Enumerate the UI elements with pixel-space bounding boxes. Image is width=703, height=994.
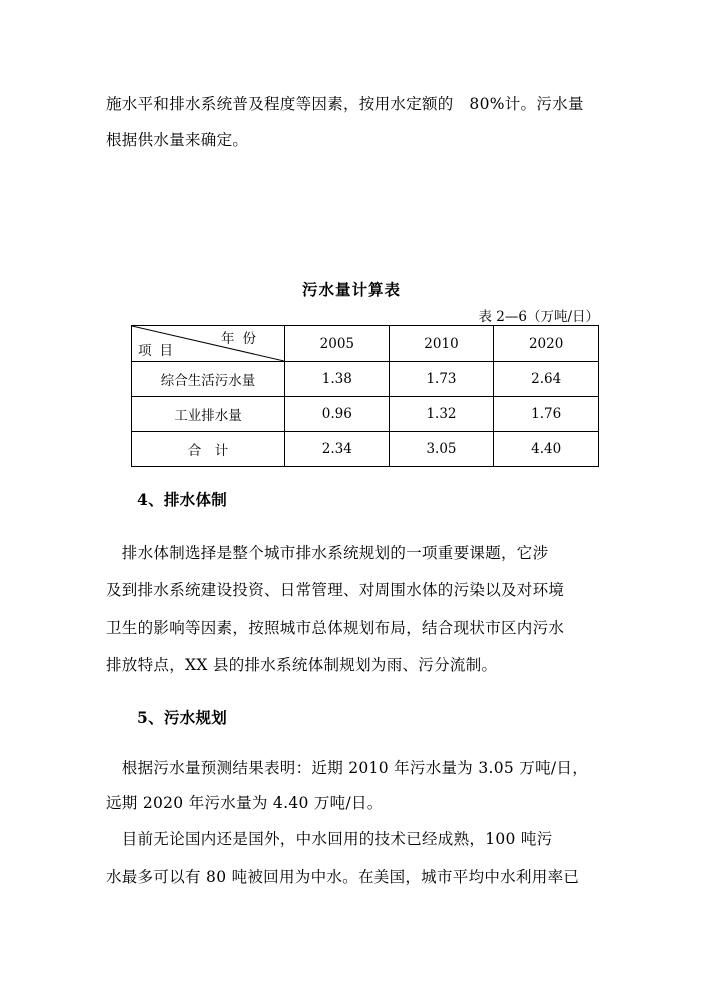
year-header: 2020 (494, 326, 599, 362)
text-line: 远期 2020 年污水量为 4.40 万吨/日。 (106, 794, 383, 812)
table-cell: 1.73 (389, 362, 494, 397)
row-label: 综合生活污水量 (132, 362, 285, 397)
table-number: 表 2—6（万吨/日） (478, 309, 599, 325)
text-line: 施水平和排水系统普及程度等因素，按用水定额的 80%计。污水量 (106, 95, 584, 113)
table-cell: 1.76 (494, 397, 599, 432)
corner-label-year: 年份 (221, 331, 264, 347)
text-line: 卫生的影响等因素，按照城市总体规划布局，结合现状市区内污水 (106, 619, 565, 637)
table-cell: 1.38 (285, 362, 390, 397)
text-line: 目前无论国内还是国外，中水回用的技术已经成熟，100 吨污 (106, 830, 553, 848)
table-cell: 3.05 (389, 432, 494, 467)
table-cell: 1.32 (389, 397, 494, 432)
table-row (132, 432, 599, 467)
text-line: 及到排水系统建设投资、日常管理、对周围水体的污染以及对环境 (106, 581, 565, 599)
section-heading: 4、排水体制 (137, 490, 228, 509)
text-line: 排水体制选择是整个城市排水系统规划的一项重要课题，它涉 (106, 544, 549, 562)
text-line: 根据供水量来确定。 (106, 131, 249, 149)
table-cell: 2.64 (494, 362, 599, 397)
text-line: 排放特点，XX 县的排水系统体制规划为雨、污分流制。 (106, 656, 498, 674)
table-cell: 2.34 (285, 432, 390, 467)
row-label: 合 计 (132, 432, 285, 467)
wastewater-table (131, 325, 599, 467)
table-header-row (132, 326, 599, 362)
year-header: 2005 (285, 326, 390, 362)
text-line: 根据污水量预测结果表明：近期 2010 年污水量为 3.05 万吨/日， (106, 759, 588, 777)
table-cell: 4.40 (494, 432, 599, 467)
section-heading: 5、污水规划 (137, 708, 228, 727)
diagonal-header-cell (132, 326, 285, 362)
text-line: 水最多可以有 80 吨被回用为中水。在美国，城市平均中水利用率已 (106, 868, 580, 886)
table-cell: 0.96 (285, 397, 390, 432)
corner-label-item: 项目 (138, 343, 181, 359)
row-label: 工业排水量 (132, 397, 285, 432)
table-row (132, 397, 599, 432)
table-caption: 污水量计算表 (301, 280, 401, 299)
table-row (132, 362, 599, 397)
year-header: 2010 (389, 326, 494, 362)
